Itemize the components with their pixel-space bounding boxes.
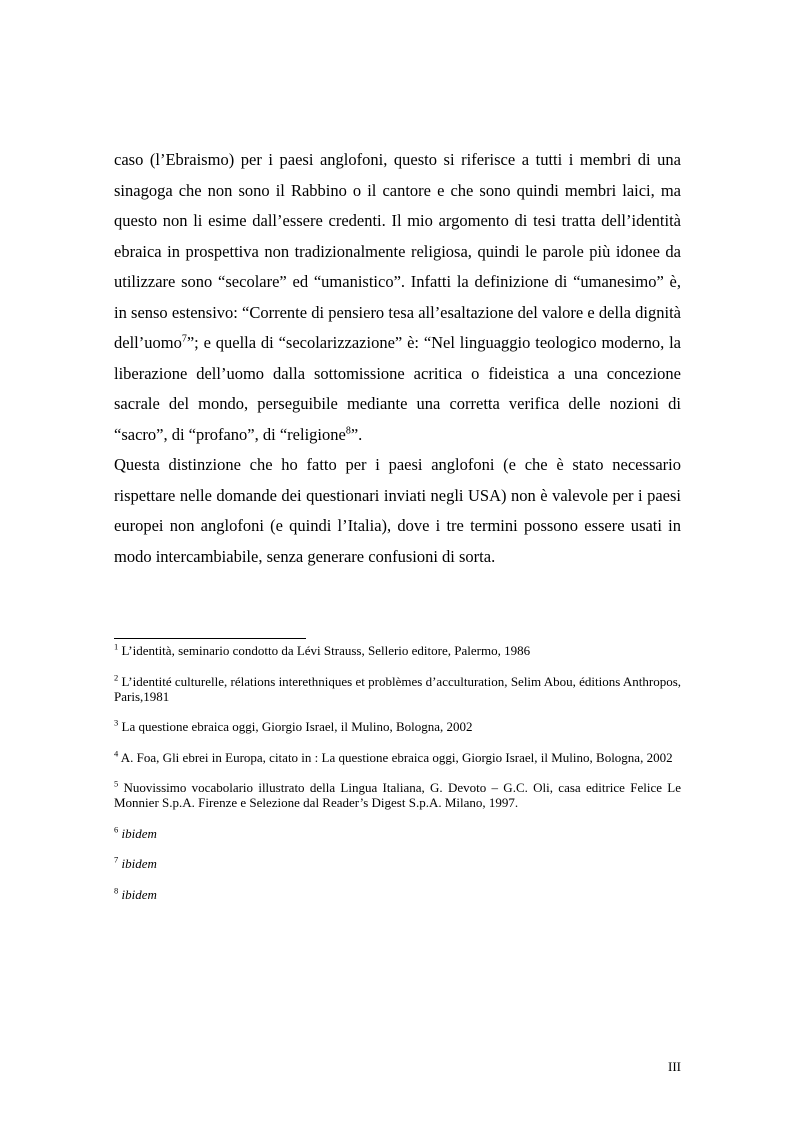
footnote-text: La questione ebraica oggi, Giorgio Israel, il Mulino, Bologna, 2002 (121, 719, 473, 734)
footnote-separator (114, 638, 306, 639)
footnote-1 (114, 643, 681, 658)
footnote-7 (114, 856, 681, 871)
footnote-text: L’identità, seminario condotto da Lévi Strauss, Sellerio editore, Palermo, 1986 (121, 643, 531, 658)
footnote-text: ibidem (121, 886, 157, 902)
footnote-text: A. Foa, Gli ebrei in Europa, citato in : La questione ebraica oggi, Giorgio Israel, il Mulino, Bologna, 2002 (120, 749, 673, 765)
footnote-2 (114, 674, 681, 704)
footnote-text: L’identité culturelle, rélations interethniques et problèmes d’acculturation, Selim Abou, éditions Anthropos, Paris,1981 (114, 673, 682, 704)
body-text (114, 145, 681, 572)
page-number: III (668, 1059, 681, 1074)
footnote-3 (114, 719, 681, 734)
footnote-number: 4 (114, 748, 119, 759)
footnotes (114, 643, 681, 917)
footnote-number: 7 (114, 854, 119, 865)
footnote-ref-7: 7 (181, 333, 187, 345)
footnote-6 (114, 826, 681, 841)
footnote-4 (114, 750, 681, 765)
footnote-number: 5 (114, 778, 119, 789)
paragraph-2: Questa distinzione che ho fatto per i paesi anglofoni (e che è stato necessario rispettare nelle domande dei questionari inviati negli USA) non è valevole per i paesi europei non anglofoni (e quindi l’Italia), dove i tre termini possono essere usati in modo intercambiabile, senza generare confusioni di sorta. (114, 455, 681, 566)
footnote-number: 3 (114, 717, 119, 728)
paragraph-1-text-b: ”; e quella di “secolarizzazione” è: “Nel linguaggio teologico moderno, la liberazione dell’uomo dalla sottomissione acritica o fideistica a una concezione sacrale del mondo, perseguibile mediante una corretta verifica delle nozioni di “sacro”, di “profano”, di “religione (114, 333, 681, 444)
paragraph-1-text-a: caso (l’Ebraismo) per i paesi anglofoni, questo si riferisce a tutti i membri di una sinagoga che non sono il Rabbino o il cantore e che sono quindi membri laici, ma questo non li esime dall’essere credenti. Il mio argomento di tesi tratta dell’identità ebraica in prospettiva non tradizionalmente religiosa, quindi le parole più idonee da utilizzare sono “secolare” ed “umanistico”. Infatti la definizione di “umanesimo” è, in senso estensivo: “Corrente di pensiero tesa all’esaltazione del valore e della dignità dell’uomo (114, 150, 681, 352)
footnote-5 (114, 780, 681, 810)
footnote-number: 1 (114, 641, 119, 652)
footnote-ref-8: 8 (345, 425, 351, 436)
paragraph-1-text-c: ”. (350, 424, 363, 444)
footnote-number: 8 (114, 885, 119, 896)
footnote-number: 2 (114, 672, 119, 683)
footnote-number: 6 (114, 824, 119, 835)
footnote-text: ibidem (121, 856, 157, 871)
footnote-text: Nuovissimo vocabolario illustrato della Lingua Italiana, G. Devoto – G.C. Oli, casa editrice Felice Le Monnier S.p.A. Firenze e Selezione dal Reader’s Digest S.p.A. Milano, 1997. (114, 780, 681, 810)
footnote-text: ibidem (121, 825, 157, 841)
footnote-8 (114, 887, 681, 902)
paragraph-1 (114, 145, 681, 450)
